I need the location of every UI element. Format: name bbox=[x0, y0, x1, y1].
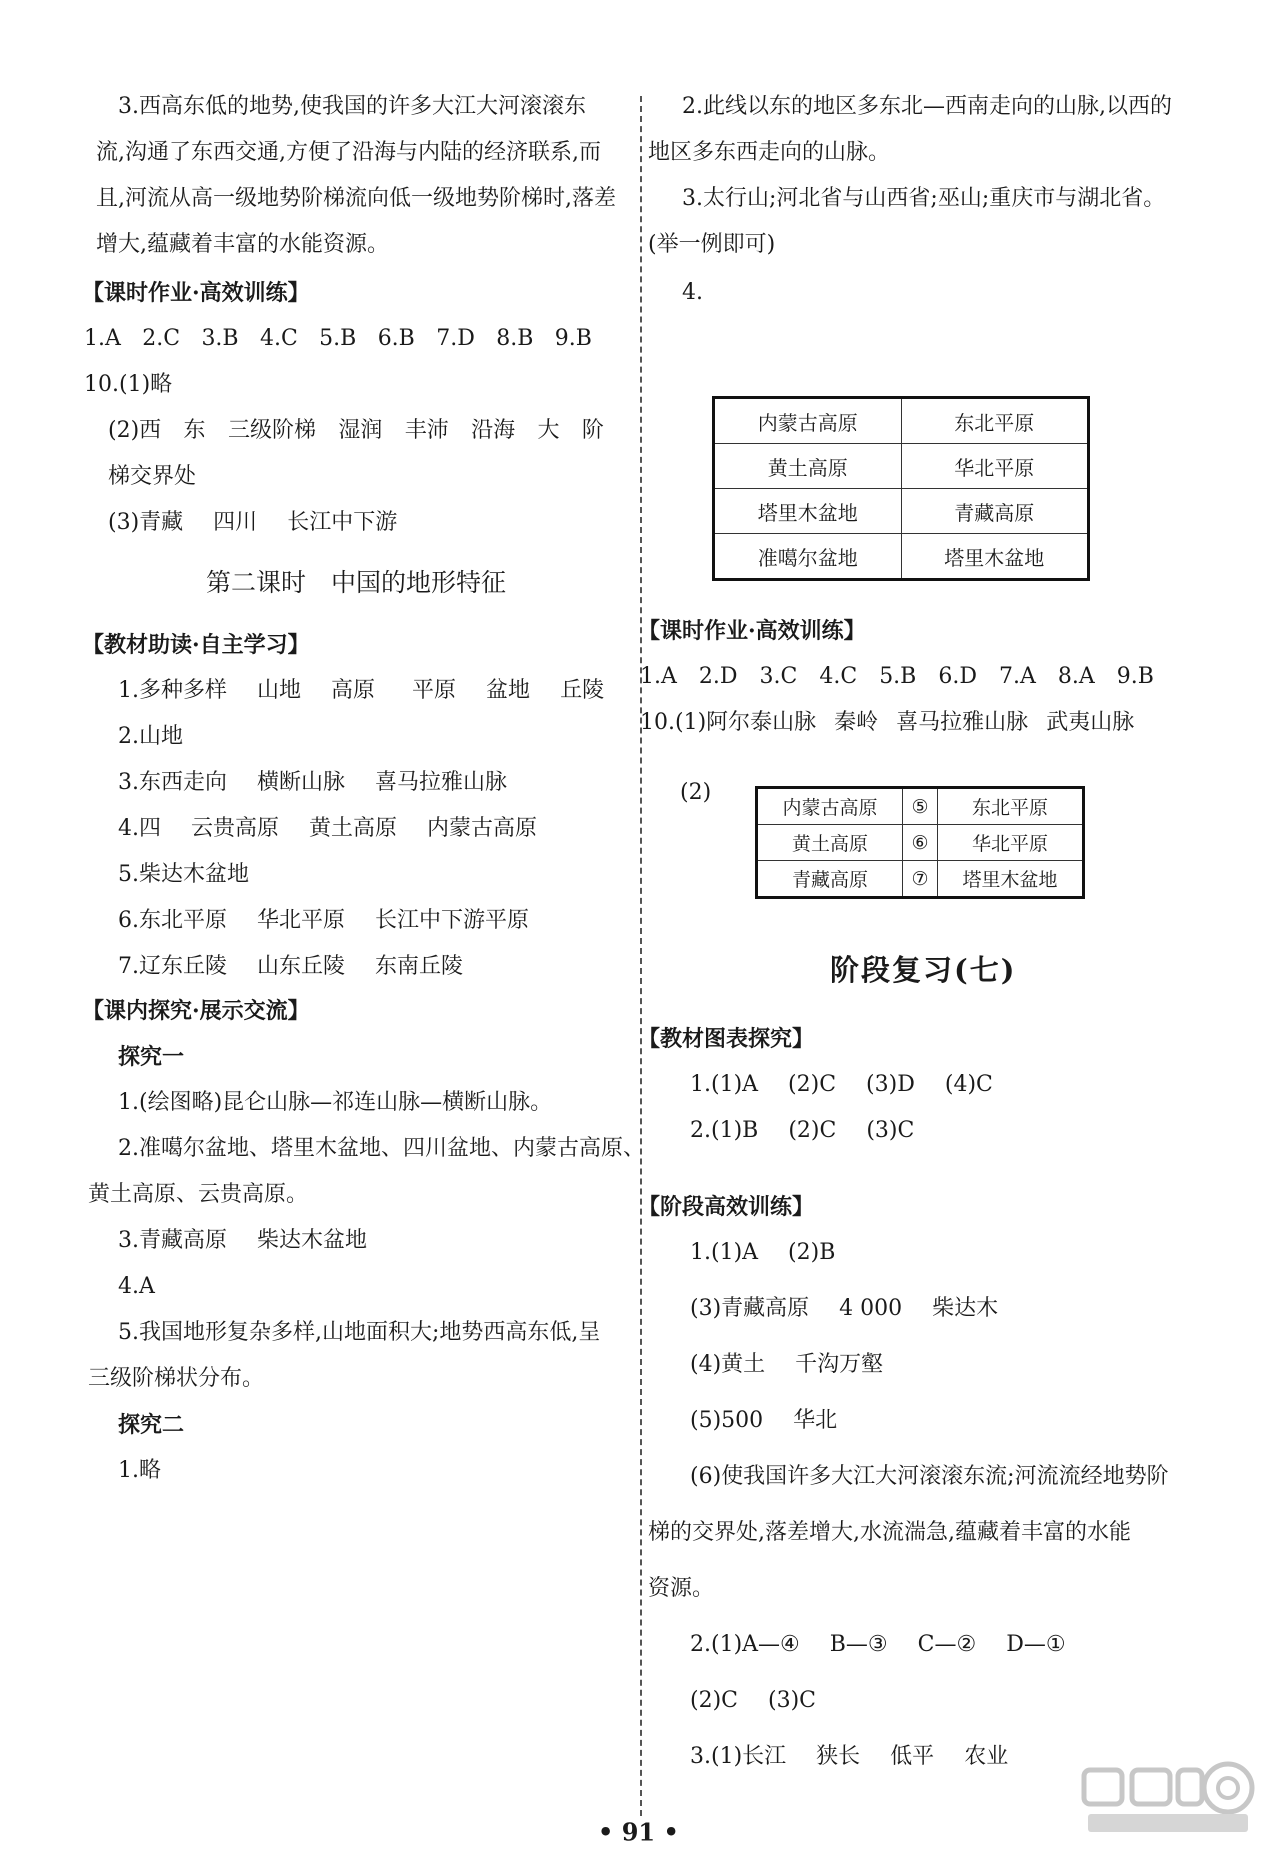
text-line: 3.西高东低的地势,使我国的许多大江大河滚滚东 bbox=[118, 94, 586, 119]
answer-table-4 bbox=[712, 396, 1090, 581]
table-row: 黄土高原 ⑥ 华北平原 bbox=[757, 825, 1084, 861]
text-line: 4. bbox=[682, 280, 703, 305]
answer-row: 2.(1)A—④ B—③ C—② D—① bbox=[690, 1632, 1066, 1657]
answer-row: 3.青藏高原 柴达木盆地 bbox=[118, 1228, 368, 1253]
text-line: 10.(1)略 bbox=[84, 372, 173, 397]
table-row: 塔里木盆地 青藏高原 bbox=[714, 489, 1089, 534]
text-line: 2.此线以东的地区多东北—西南走向的山脉,以西的 bbox=[682, 94, 1172, 119]
text-line: 且,河流从高一级地势阶梯流向低一级地势阶梯时,落差 bbox=[96, 186, 616, 211]
answer-row: (3)青藏 四川 长江中下游 bbox=[108, 510, 398, 535]
text-line: 流,沟通了东西交通,方便了沿海与内陆的经济联系,而 bbox=[96, 140, 601, 165]
answer-row: 2.山地 bbox=[118, 724, 183, 749]
text-line: (6)使我国许多大江大河滚滚东流;河流流经地势阶 bbox=[690, 1464, 1169, 1489]
table-row: 内蒙古高原 东北平原 bbox=[714, 398, 1089, 444]
text-line: 5.我国地形复杂多样,山地面积大;地势西高东低,呈 bbox=[118, 1320, 601, 1345]
answer-row: (3)青藏高原 4 000 柴达木 bbox=[690, 1296, 999, 1321]
table-row: 准噶尔盆地 塔里木盆地 bbox=[714, 534, 1089, 580]
section-heading: 【教材图表探究】 bbox=[638, 1026, 815, 1052]
answer-row: 7.辽东丘陵 山东丘陵 东南丘陵 bbox=[118, 954, 464, 979]
answer-row: 1.(1)A (2)C (3)D (4)C bbox=[690, 1072, 993, 1097]
answer-row: (4)黄土 千沟万壑 bbox=[690, 1352, 884, 1377]
answer-row: 1.多种多样 山地 高原 平原 盆地 丘陵 bbox=[118, 678, 605, 703]
text-line: 梯交界处 bbox=[108, 464, 197, 489]
answer-row: (2)西 东 三级阶梯 湿润 丰沛 沿海 大 阶 bbox=[108, 418, 604, 443]
section-heading: 【教材助读·自主学习】 bbox=[82, 632, 310, 658]
text-line: 黄土高原、云贵高原。 bbox=[88, 1182, 309, 1207]
answer-row: 1.A 2.D 3.C 4.C 5.B 6.D 7.A 8.A 9.B bbox=[640, 664, 1154, 689]
text-line: 梯的交界处,落差增大,水流湍急,蕴藏着丰富的水能 bbox=[648, 1520, 1131, 1545]
text-line: 2.准噶尔盆地、塔里木盆地、四川盆地、内蒙古高原、 bbox=[118, 1136, 645, 1161]
text-line: 资源。 bbox=[648, 1576, 715, 1601]
answer-row: 2.(1)B (2)C (3)C bbox=[690, 1118, 915, 1143]
stage-title: 阶段复习(七) bbox=[830, 953, 1017, 987]
page-number: • 91 • bbox=[598, 1817, 679, 1847]
text-line: 3.太行山;河北省与山西省;巫山;重庆市与湖北省。 bbox=[682, 186, 1166, 211]
answer-row: 3.东西走向 横断山脉 喜马拉雅山脉 bbox=[118, 770, 508, 795]
text-line: (举一例即可) bbox=[648, 232, 776, 257]
answer-row: 1.(1)A (2)B bbox=[690, 1240, 836, 1265]
answer-row: 3.(1)长江 狭长 低平 农业 bbox=[690, 1744, 1009, 1769]
text-line: 三级阶梯状分布。 bbox=[88, 1366, 265, 1391]
sub-heading: 探究一 bbox=[118, 1044, 185, 1070]
answer-row: 5.柴达木盆地 bbox=[118, 862, 249, 887]
answer-row: 4.四 云贵高原 黄土高原 内蒙古高原 bbox=[118, 816, 538, 841]
text-line: 增大,蕴藏着丰富的水能资源。 bbox=[96, 232, 389, 257]
text-line: 地区多东西走向的山脉。 bbox=[648, 140, 891, 165]
section-heading: 【阶段高效训练】 bbox=[638, 1194, 815, 1220]
text-line: (2) bbox=[680, 780, 712, 805]
table-row: 青藏高原 ⑦ 塔里木盆地 bbox=[757, 861, 1084, 898]
section-heading: 【课内探究·展示交流】 bbox=[82, 998, 310, 1024]
answer-row: 1.A 2.C 3.B 4.C 5.B 6.B 7.D 8.B 9.B bbox=[84, 326, 592, 351]
answer-row: 10.(1)阿尔泰山脉 秦岭 喜马拉雅山脉 武夷山脉 bbox=[640, 710, 1135, 735]
column-divider bbox=[640, 96, 642, 1816]
answer-row: (5)500 华北 bbox=[690, 1408, 838, 1433]
sub-heading: 探究二 bbox=[118, 1412, 185, 1438]
section-heading: 【课时作业·高效训练】 bbox=[638, 618, 866, 644]
answer-table-10 bbox=[755, 786, 1085, 899]
answer-row: (2)C (3)C bbox=[690, 1688, 816, 1713]
text-line: 1.略 bbox=[118, 1458, 161, 1483]
watermark-logo-icon bbox=[1078, 1756, 1258, 1840]
lesson-title: 第二课时 中国的地形特征 bbox=[206, 568, 507, 597]
text-line: 4.A bbox=[118, 1274, 155, 1299]
section-heading: 【课时作业·高效训练】 bbox=[82, 280, 310, 306]
table-row: 黄土高原 华北平原 bbox=[714, 444, 1089, 489]
answer-row: 6.东北平原 华北平原 长江中下游平原 bbox=[118, 908, 530, 933]
text-line: 1.(绘图略)昆仑山脉—祁连山脉—横断山脉。 bbox=[118, 1090, 553, 1115]
table-row: 内蒙古高原 ⑤ 东北平原 bbox=[757, 788, 1084, 825]
